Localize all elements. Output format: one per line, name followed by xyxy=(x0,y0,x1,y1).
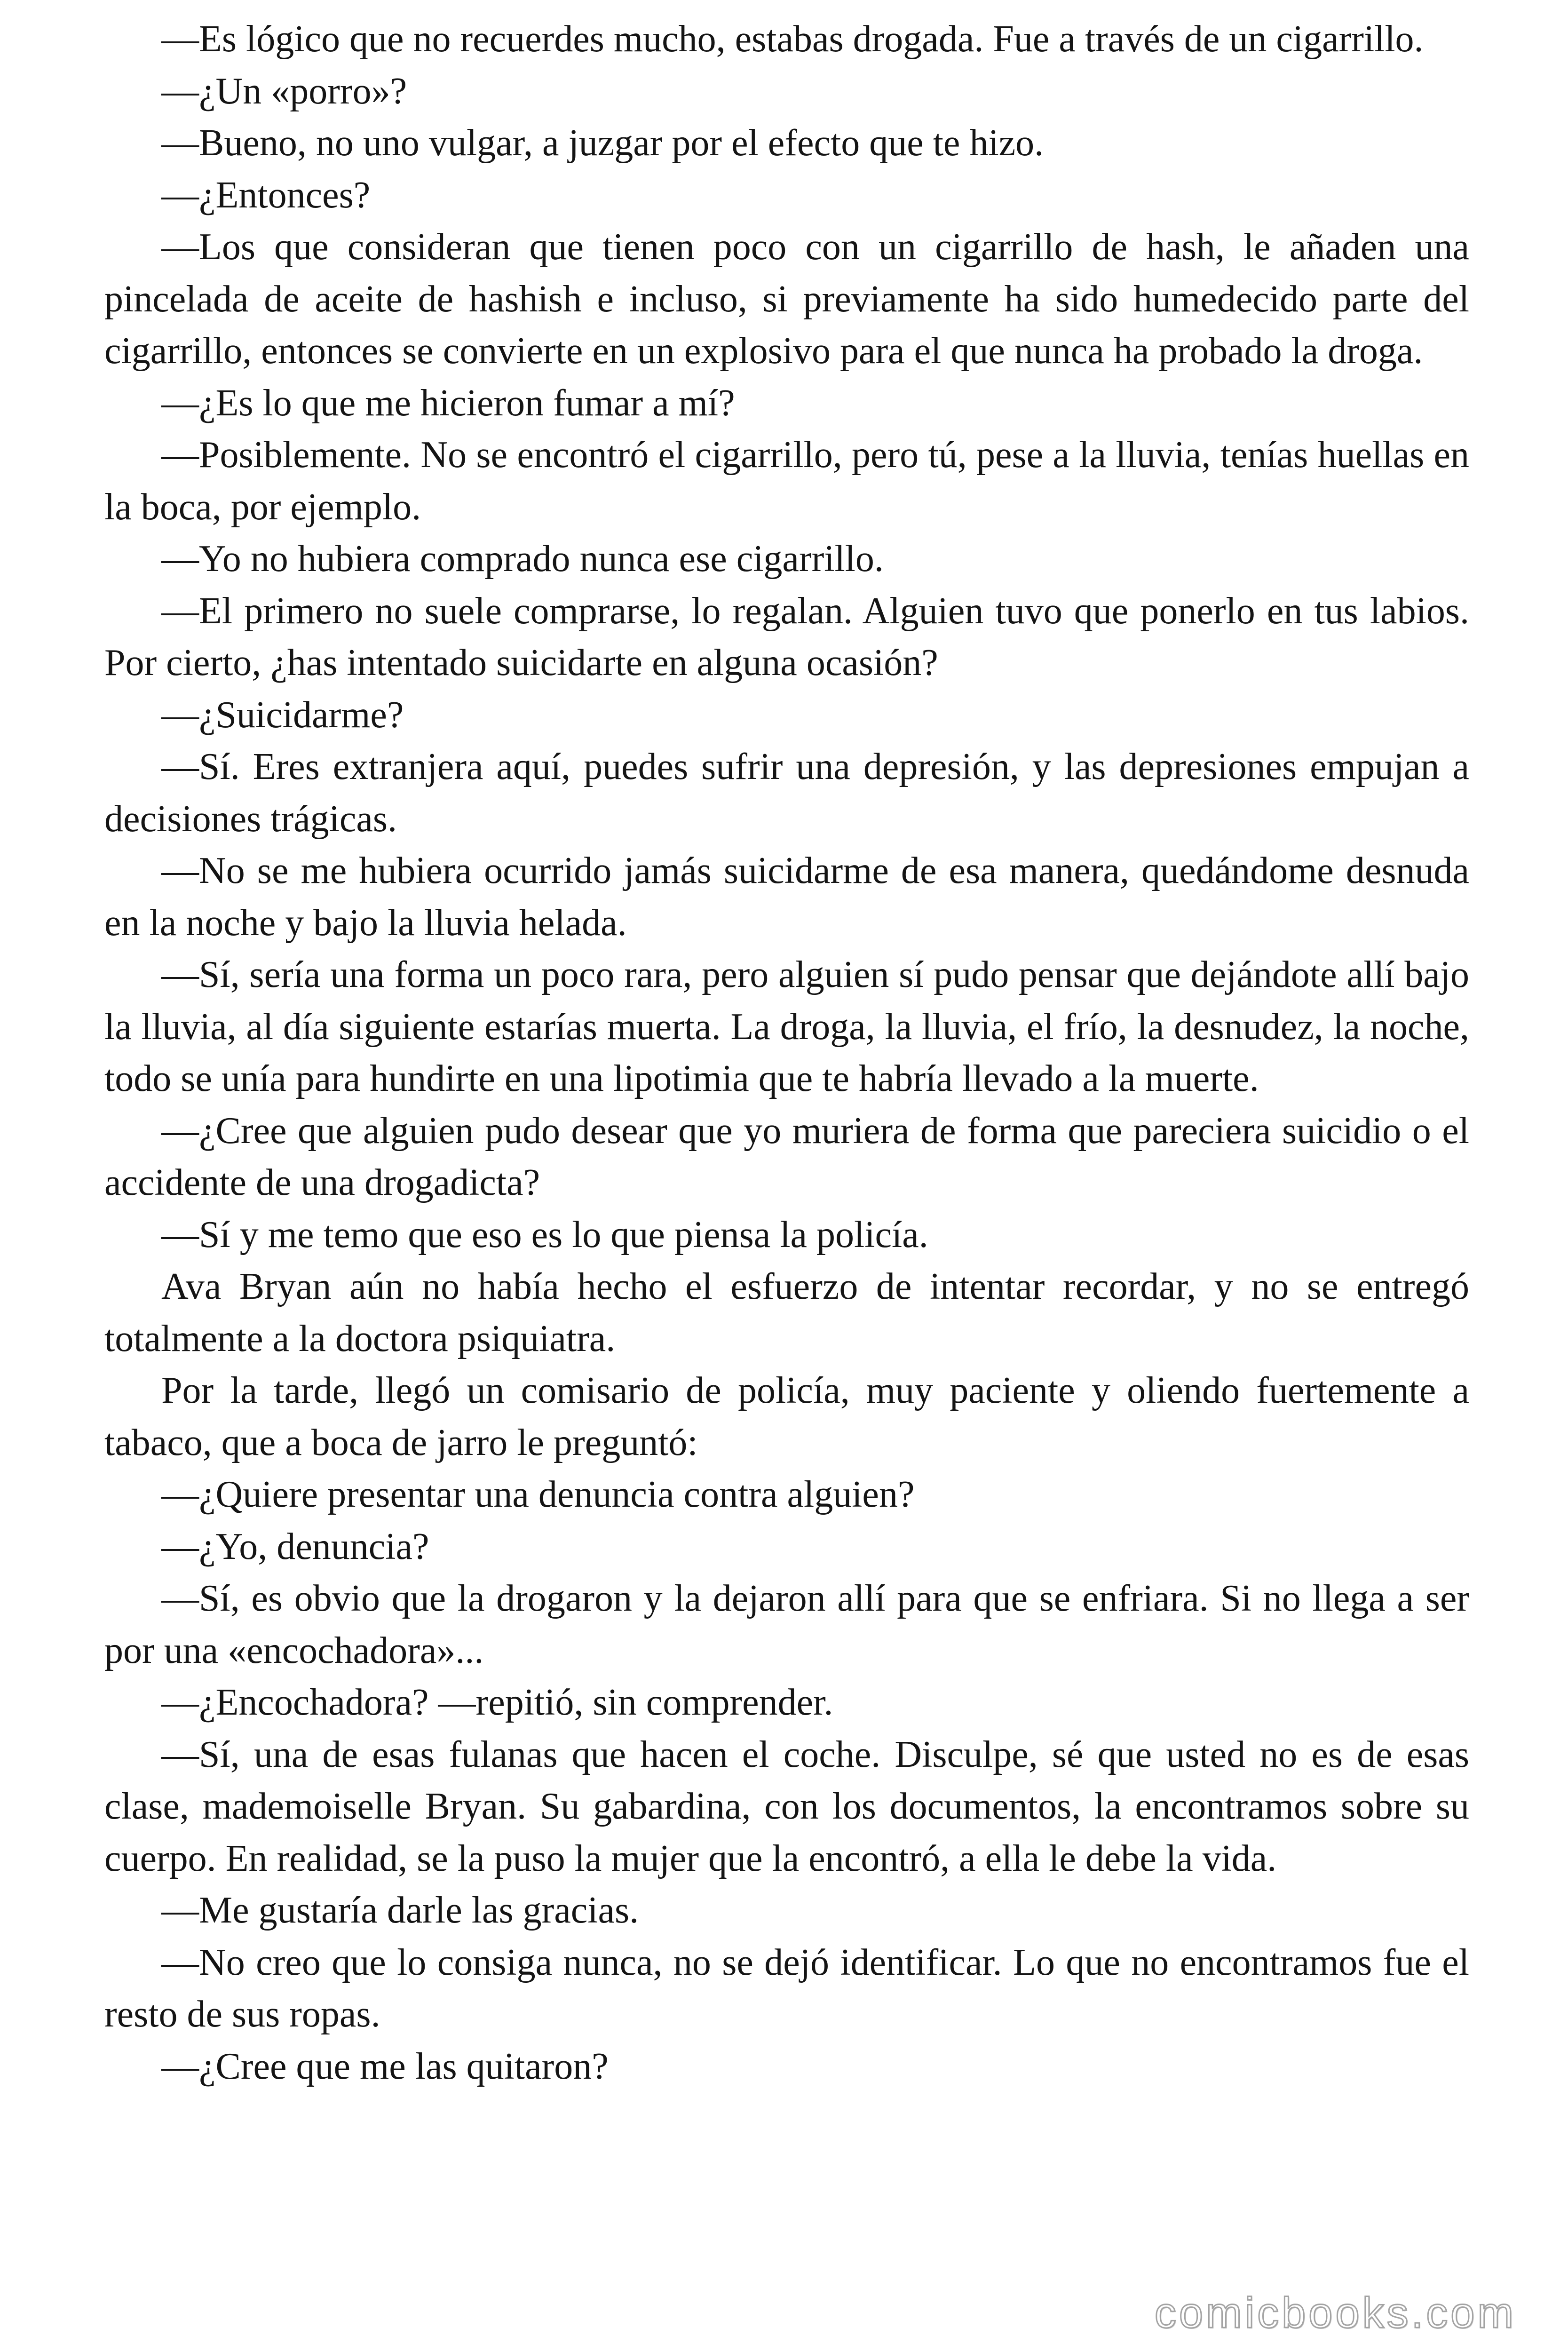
body-text xyxy=(104,13,1469,2092)
paragraph: —Yo no hubiera comprado nunca ese cigarrillo. xyxy=(161,538,884,580)
paragraph: —Sí, una de esas fulanas que hacen el coche. Disculpe, sé que usted no es de esas clase, mademoiselle Bryan. Su gabardina, con los documentos, la encontramos sobre su cuerpo. En realidad, se la puso la mujer que la encontró, a ella le debe la vida. xyxy=(104,1733,1469,1879)
paragraph: —¿Quiere presentar una denuncia contra alguien? xyxy=(161,1474,915,1515)
paragraph: —Sí, sería una forma un poco rara, pero alguien sí pudo pensar que dejándote allí bajo la lluvia, al día siguiente estarías muerta. La droga, la lluvia, el frío, la desnudez, la noche, todo se unía para hundirte en una lipotimia que te habría llevado a la muerte. xyxy=(104,954,1469,1099)
paragraph: —¿Entonces? xyxy=(161,174,371,216)
paragraph: —Bueno, no uno vulgar, a juzgar por el efecto que te hizo. xyxy=(161,122,1044,164)
paragraph: —¿Cree que alguien pudo desear que yo muriera de forma que pareciera suicidio o el accidente de una drogadicta? xyxy=(104,1110,1469,1203)
paragraph: —¿Cree que me las quitaron? xyxy=(161,2045,609,2087)
paragraph: —¿Encochadora? —repitió, sin comprender. xyxy=(161,1682,833,1723)
paragraph: —Me gustaría darle las gracias. xyxy=(161,1890,639,1931)
paragraph: —¿Un «porro»? xyxy=(161,70,407,112)
paragraph: —Posiblemente. No se encontró el cigarrillo, pero tú, pese a la lluvia, tenías huellas en la boca, por ejemplo. xyxy=(104,434,1469,528)
paragraph: —Sí, es obvio que la drogaron y la dejaron allí para que se enfriara. Si no llega a ser por una «encochadora»... xyxy=(104,1578,1469,1671)
paragraph: —Sí. Eres extranjera aquí, puedes sufrir una depresión, y las depresiones empujan a decisiones trágicas. xyxy=(104,746,1469,840)
paragraph: —¿Es lo que me hicieron fumar a mí? xyxy=(161,382,735,424)
paragraph: —Es lógico que no recuerdes mucho, estabas drogada. Fue a través de un cigarrillo. xyxy=(161,18,1424,60)
paragraph: —¿Yo, denuncia? xyxy=(161,1526,429,1567)
paragraph: —No se me hubiera ocurrido jamás suicidarme de esa manera, quedándome desnuda en la noche y bajo la lluvia helada. xyxy=(104,850,1469,944)
paragraph: —No creo que lo consiga nunca, no se dejó identificar. Lo que no encontramos fue el resto de sus ropas. xyxy=(104,1941,1469,2035)
watermark: comicbooks.com xyxy=(1154,2289,1516,2337)
paragraph: —¿Suicidarme? xyxy=(161,694,404,736)
paragraph: —Sí y me temo que eso es lo que piensa la policía. xyxy=(161,1214,928,1255)
paragraph: —Los que consideran que tienen poco con un cigarrillo de hash, le añaden una pincelada de aceite de hashish e incluso, si previamente ha sido humedecido parte del cigarrillo, entonces se convierte en un explosivo para el que nunca ha probado la droga. xyxy=(104,226,1469,372)
paragraph: Por la tarde, llegó un comisario de policía, muy paciente y oliendo fuertemente a tabaco, que a boca de jarro le preguntó: xyxy=(104,1370,1469,1463)
paragraph: —El primero no suele comprarse, lo regalan. Alguien tuvo que ponerlo en tus labios. Por cierto, ¿has intentado suicidarte en alguna ocasión? xyxy=(104,590,1469,683)
paragraph: Ava Bryan aún no había hecho el esfuerzo de intentar recordar, y no se entregó totalmente a la doctora psiquiatra. xyxy=(104,1266,1469,1359)
